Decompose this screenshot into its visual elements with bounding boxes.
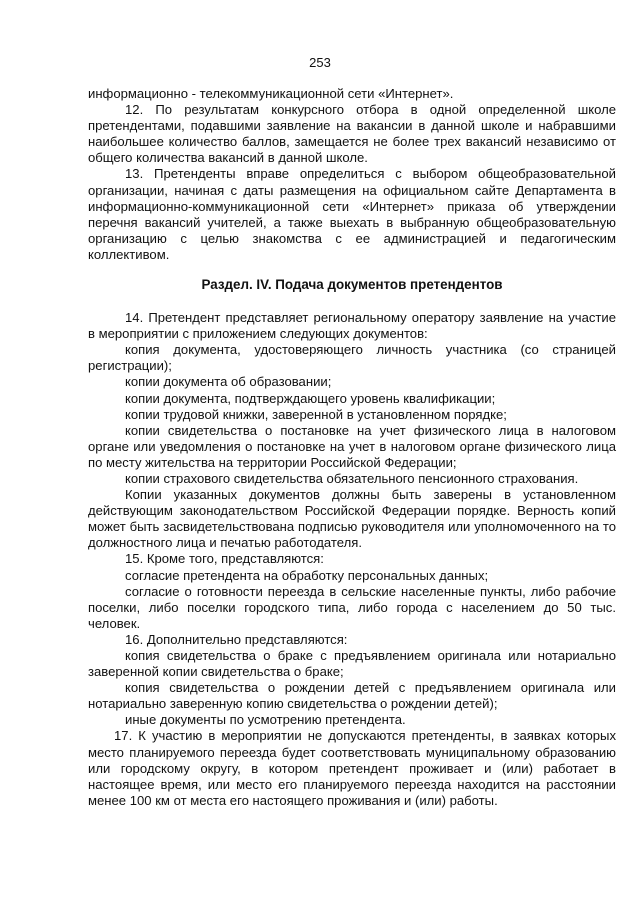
page-number: 253 <box>309 55 331 70</box>
paragraph: копии свидетельства о постановке на учет физического лица в налоговом органе или уведомления о постановке на учет в налоговом органе физического лица по месту жительства на территории Российской Федерации; <box>88 422 616 470</box>
paragraph: копии документа об образовании; <box>125 374 332 390</box>
paragraph: 16. Дополнительно представляются: <box>125 631 348 647</box>
paragraph: 12. По результатам конкурсного отбора в одной определенной школе претендентами, подавшими заявление на вакансии в данной школе и набравшими наибольшее количество баллов, замещается не более трех вакансий независимо от общего количества вакансий в данной школе. <box>88 102 616 166</box>
paragraphs-before-section <box>88 86 616 263</box>
document-body <box>88 86 616 809</box>
section-heading: Раздел. IV. Подача документов претендентов <box>201 277 503 293</box>
paragraph: копия свидетельства о браке с предъявлением оригинала или нотариально заверенной копии свидетельства о браке; <box>88 648 616 680</box>
paragraph: согласие о готовности переезда в сельские населенные пункты, либо рабочие поселки, либо поселки городского типа, либо города с населением до 50 тыс. человек. <box>88 583 616 631</box>
paragraph: 17. К участию в мероприятии не допускаются претенденты, в заявках которых место планируемого переезда будет соответствовать муниципальному образованию или городскому округу, в котором претендент проживает и (или) работает в настоящее время, или место его планируемого переезда находится на расстоянии менее 100 км от места его настоящего проживания и (или) работы. <box>88 728 616 808</box>
paragraph: 13. Претенденты вправе определиться с выбором общеобразовательной организации, начиная с даты размещения на официальном сайте Департамента в информационно-коммуникационной сети «Интернет» приказа об утверждении перечня вакансий учителей, а также выехать в выбранную общеобразовательную организацию с целью знакомства с ее администрацией и педагогическим коллективом. <box>88 166 616 262</box>
paragraphs-after-section <box>88 310 616 809</box>
paragraph: копия свидетельства о рождении детей с предъявлением оригинала или нотариально заверенную копию свидетельства о рождении детей); <box>88 680 616 712</box>
paragraph: копии документа, подтверждающего уровень квалификации; <box>125 390 496 406</box>
paragraph: 15. Кроме того, представляются: <box>125 551 324 567</box>
paragraph: иные документы по усмотрению претендента. <box>125 712 406 728</box>
paragraph: 14. Претендент представляет региональному оператору заявление на участие в мероприятии с приложением следующих документов: <box>88 310 616 342</box>
paragraph: информационно - телекоммуникационной сети «Интернет». <box>88 86 454 101</box>
paragraph: согласие претендента на обработку персональных данных; <box>125 567 489 583</box>
paragraph: копии трудовой книжки, заверенной в установленном порядке; <box>125 406 507 422</box>
paragraph: копия документа, удостоверяющего личность участника (со страницей регистрации); <box>88 342 616 374</box>
paragraph: Копии указанных документов должны быть заверены в установленном действующим законодательством Российской Федерации порядке. Верность копий может быть засвидетельствована подписью руководителя или уполномоченного на то должностного лица и печатью работодателя. <box>88 487 616 551</box>
paragraph: копии страхового свидетельства обязательного пенсионного страхования. <box>125 470 579 486</box>
